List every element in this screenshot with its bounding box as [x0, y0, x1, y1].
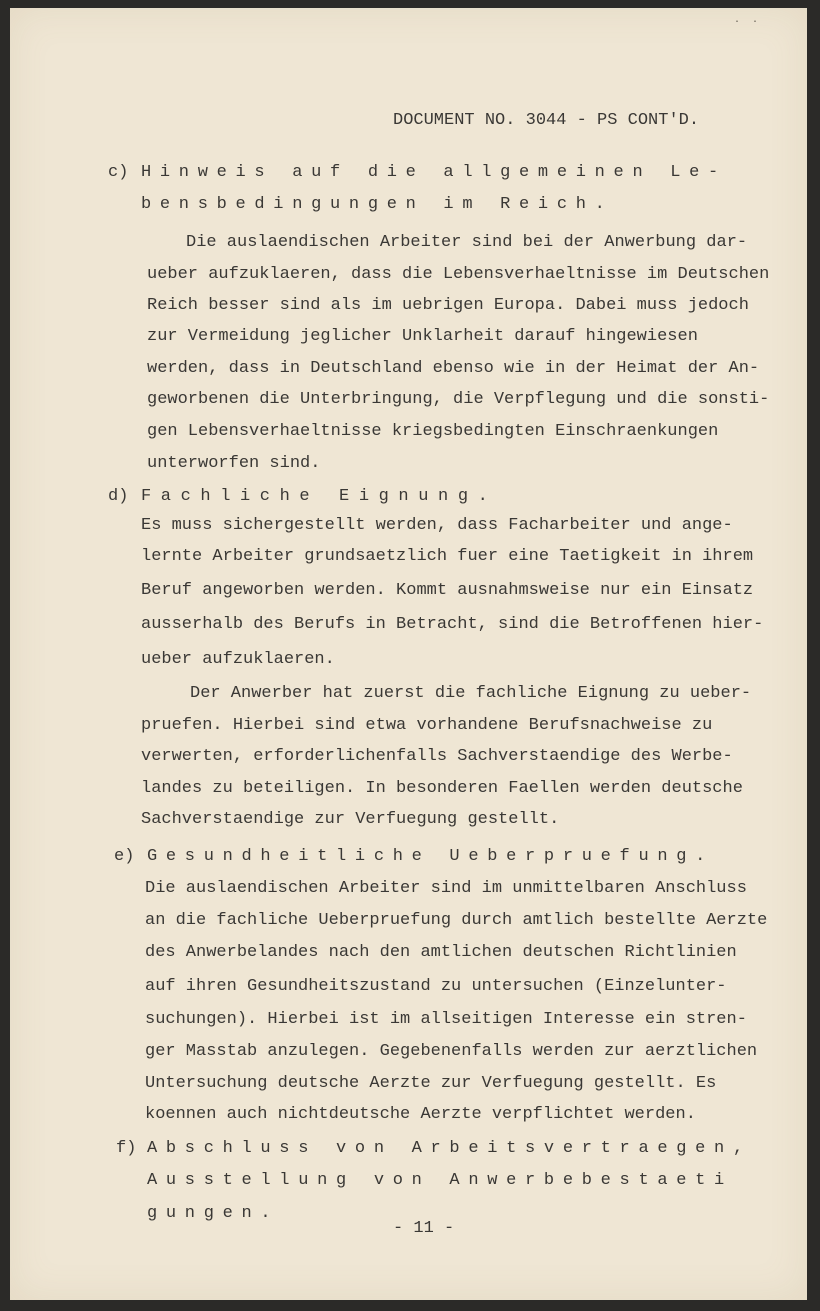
document-reference: DOCUMENT NO. 3044 - PS CONT'D.	[393, 111, 700, 130]
section-c-heading-line1: Hinweis auf die allgemeinen Le-	[141, 163, 727, 182]
section-f-heading-line2: Ausstellung von Anwerbebestaeti	[147, 1171, 733, 1190]
section-c-paragraph-line: unterworfen sind.	[147, 454, 321, 473]
section-f-heading-line1: Abschluss von Arbeitsvertraegen,	[147, 1139, 752, 1158]
section-c-paragraph-line: zur Vermeidung jeglicher Unklarheit darauf hingewiesen	[147, 327, 698, 346]
section-e-paragraph-line: an die fachliche Ueberpruefung durch amtlich bestellte Aerzte	[145, 911, 768, 930]
section-c-paragraph-line: Die auslaendischen Arbeiter sind bei der Anwerbung dar-	[186, 233, 748, 252]
page-number: - 11 -	[393, 1219, 455, 1238]
section-f-heading-line3: gungen.	[147, 1204, 280, 1223]
section-d-paragraph-line: lernte Arbeiter grundsaetzlich fuer eine Taetigkeit in ihrem	[141, 547, 754, 566]
section-c-paragraph-line: geworbenen die Unterbringung, die Verpflegung und die sonsti-	[147, 390, 770, 409]
section-c-paragraph-line: ueber aufzuklaeren, dass die Lebensverhaeltnisse im Deutschen	[147, 265, 770, 284]
section-e-label: e)	[114, 847, 135, 866]
section-c-heading-line2: bensbedingungen im Reich.	[141, 195, 614, 214]
section-e-paragraph-line: suchungen). Hierbei ist im allseitigen Interesse ein stren-	[145, 1010, 747, 1029]
section-d-paragraph-line: Beruf angeworben werden. Kommt ausnahmsweise nur ein Einsatz	[141, 581, 754, 600]
section-d-paragraph-line: pruefen. Hierbei sind etwa vorhandene Berufsnachweise zu	[141, 716, 713, 735]
section-c-paragraph-line: Reich besser sind als im uebrigen Europa. Dabei muss jedoch	[147, 296, 749, 315]
section-d-paragraph-line: Sachverstaendige zur Verfuegung gestellt.	[141, 810, 560, 829]
section-c-paragraph-line: werden, dass in Deutschland ebenso wie in der Heimat der An-	[147, 359, 760, 378]
section-f-label: f)	[116, 1139, 137, 1158]
section-e-paragraph-line: koennen auch nichtdeutsche Aerzte verpflichtet werden.	[145, 1105, 696, 1124]
document-page	[10, 8, 807, 1300]
section-d-paragraph-line: ueber aufzuklaeren.	[141, 650, 335, 669]
section-d-paragraph-line: Es muss sichergestellt werden, dass Facharbeiter und ange-	[141, 516, 733, 535]
section-e-paragraph-line: auf ihren Gesundheitszustand zu untersuchen (Einzelunter-	[145, 977, 727, 996]
section-d-paragraph-line: ausserhalb des Berufs in Betracht, sind die Betroffenen hier-	[141, 615, 764, 634]
section-d-heading: Fachliche Eignung.	[141, 487, 498, 506]
section-e-paragraph-line: Untersuchung deutsche Aerzte zur Verfuegung gestellt. Es	[145, 1074, 717, 1093]
section-e-paragraph-line: ger Masstab anzulegen. Gegebenenfalls werden zur aerztlichen	[145, 1042, 758, 1061]
section-d-paragraph-line: verwerten, erforderlichenfalls Sachverstaendige des Werbe-	[141, 747, 733, 766]
section-d-label: d)	[108, 487, 129, 506]
section-c-label: c)	[108, 163, 129, 182]
section-c-paragraph-line: gen Lebensverhaeltnisse kriegsbedingten Einschraenkungen	[147, 422, 719, 441]
section-d-paragraph-line: Der Anwerber hat zuerst die fachliche Eignung zu ueber-	[190, 684, 752, 703]
corner-marks: . .	[733, 14, 761, 25]
section-e-paragraph-line: Die auslaendischen Arbeiter sind im unmittelbaren Anschluss	[145, 879, 747, 898]
section-e-paragraph-line: des Anwerbelandes nach den amtlichen deutschen Richtlinien	[145, 943, 737, 962]
section-d-paragraph-line: landes zu beteiligen. In besonderen Faellen werden deutsche	[141, 779, 743, 798]
section-e-heading: Gesundheitliche Ueberpruefung.	[147, 847, 715, 866]
